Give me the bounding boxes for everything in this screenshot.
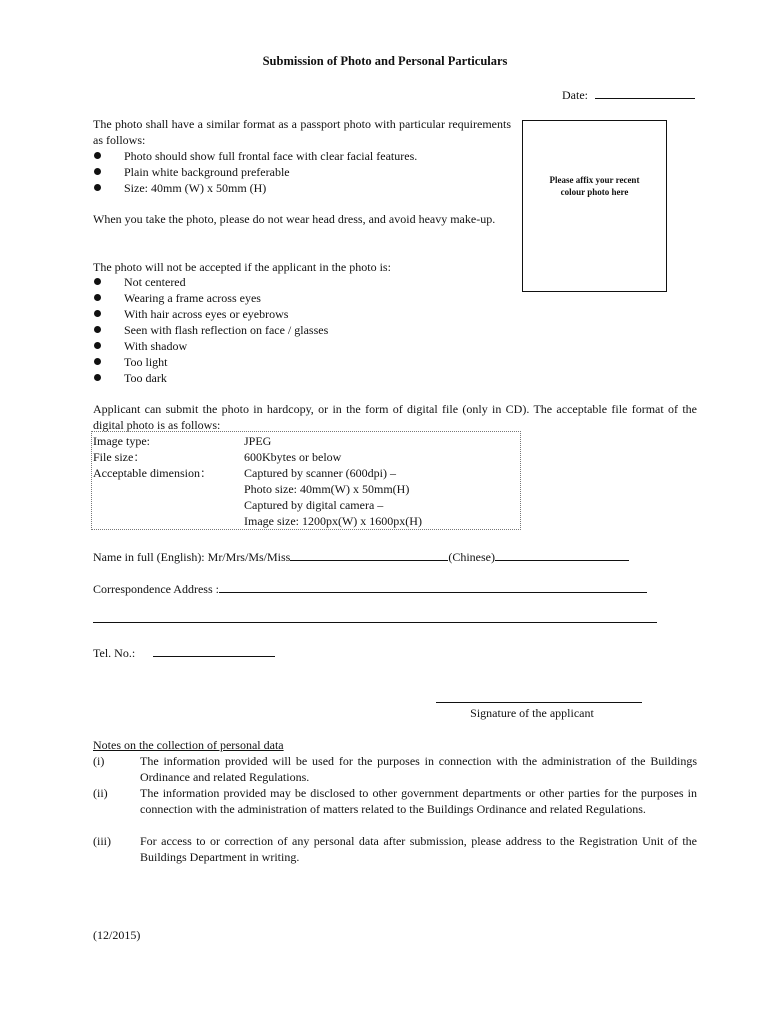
photo-box-text: Please affix your recent colour photo here bbox=[549, 175, 640, 197]
name-english-input-line[interactable] bbox=[290, 548, 448, 561]
list-item: Not centered bbox=[93, 274, 328, 290]
address-field bbox=[93, 580, 647, 597]
bullet-icon bbox=[94, 374, 101, 381]
spec-table bbox=[91, 431, 521, 530]
table-cell: Acceptable dimension： bbox=[93, 466, 212, 480]
list-item: Seen with flash reflection on face / glasses bbox=[93, 322, 328, 338]
tel-label: Tel. No.: bbox=[93, 646, 136, 660]
chinese-label: (Chinese) bbox=[448, 550, 495, 564]
note-text: The information provided may be disclosed to other government departments or other parties for the purposes in connection with the administration of matters related to the Buildings Ordinance and related Regulations. bbox=[140, 786, 697, 816]
list-item: With hair across eyes or eyebrows bbox=[93, 306, 328, 322]
date-label: Date: bbox=[562, 88, 588, 102]
note-item bbox=[93, 753, 697, 785]
bullet-icon bbox=[94, 184, 101, 191]
address-input-line-2[interactable] bbox=[93, 622, 657, 623]
submission-text: Applicant can submit the photo in hardcopy, or in the form of digital file (only in CD). The acceptable file format of the digital photo is as follows: bbox=[93, 402, 697, 432]
table-cell: Captured by scanner (600dpi) – Photo size: 40mm(W) x 50mm(H) Captured by digital camera – Image size: 1200px(W) x 1600px(H) bbox=[244, 466, 422, 528]
tel-field bbox=[93, 644, 275, 661]
table-cell: Image type: bbox=[93, 434, 150, 448]
address-input-line[interactable] bbox=[219, 580, 647, 593]
list-item: Plain white background preferable bbox=[93, 164, 417, 180]
list-item: With shadow bbox=[93, 338, 328, 354]
note-number: (i) bbox=[93, 754, 105, 768]
intro-text: The photo shall have a similar format as a passport photo with particular requirements as follows: bbox=[93, 117, 511, 147]
date-input-line[interactable] bbox=[595, 86, 695, 99]
photo-box[interactable] bbox=[522, 120, 667, 292]
note-item bbox=[93, 785, 697, 817]
bullet-icon bbox=[94, 310, 101, 317]
bullet-icon bbox=[94, 342, 101, 349]
name-chinese-input-line[interactable] bbox=[495, 548, 629, 561]
requirements-list bbox=[93, 148, 417, 196]
name-label: Name in full (English): Mr/Mrs/Ms/Miss bbox=[93, 550, 291, 564]
reject-intro: The photo will not be accepted if the applicant in the photo is: bbox=[93, 260, 391, 274]
table-row bbox=[93, 449, 422, 465]
tel-input-line[interactable] bbox=[153, 644, 275, 657]
bullet-icon bbox=[94, 358, 101, 365]
advice-text: When you take the photo, please do not wear head dress, and avoid heavy make-up. bbox=[93, 212, 496, 226]
table-row bbox=[93, 433, 422, 449]
table-cell: JPEG bbox=[244, 434, 272, 448]
note-text: The information provided will be used for the purposes in connection with the administration of the Buildings Ordinance and related Regulations. bbox=[140, 754, 697, 784]
bullet-icon bbox=[94, 326, 101, 333]
table-row bbox=[93, 465, 422, 529]
table-cell: File size： bbox=[93, 450, 146, 464]
note-number: (iii) bbox=[93, 834, 111, 848]
list-item: Too light bbox=[93, 354, 328, 370]
note-number: (ii) bbox=[93, 786, 108, 800]
signature-label: Signature of the applicant bbox=[470, 706, 594, 720]
note-item bbox=[93, 833, 697, 865]
address-label: Correspondence Address : bbox=[93, 582, 219, 596]
list-item: Wearing a frame across eyes bbox=[93, 290, 328, 306]
page-title: Submission of Photo and Personal Particulars bbox=[262, 54, 508, 68]
notes-heading: Notes on the collection of personal data bbox=[93, 738, 284, 752]
date-field bbox=[562, 86, 695, 103]
bullet-icon bbox=[94, 168, 101, 175]
footer-version: (12/2015) bbox=[93, 928, 141, 942]
bullet-icon bbox=[94, 294, 101, 301]
note-text: For access to or correction of any personal data after submission, please address to the Registration Unit of the Buildings Department in writing. bbox=[140, 834, 697, 864]
table-cell: 600Kbytes or below bbox=[244, 450, 342, 464]
bullet-icon bbox=[94, 278, 101, 285]
reject-list bbox=[93, 274, 328, 386]
list-item: Photo should show full frontal face with clear facial features. bbox=[93, 148, 417, 164]
list-item: Size: 40mm (W) x 50mm (H) bbox=[93, 180, 417, 196]
name-field bbox=[93, 548, 629, 565]
list-item: Too dark bbox=[93, 370, 328, 386]
signature-line[interactable] bbox=[436, 702, 642, 703]
bullet-icon bbox=[94, 152, 101, 159]
